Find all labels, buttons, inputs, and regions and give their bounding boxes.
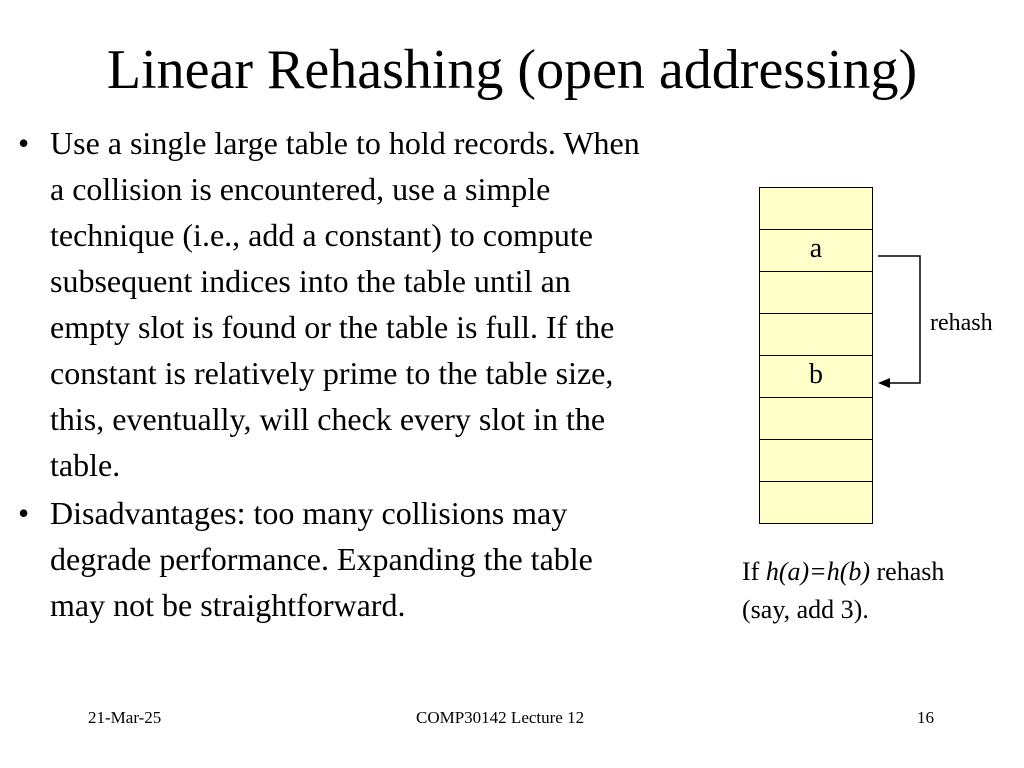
table-slot xyxy=(760,188,872,230)
table-slot xyxy=(760,482,872,524)
bullet-item xyxy=(18,490,648,628)
caption-prefix: If xyxy=(742,557,766,586)
bullet-text: Disadvantages: too many collisions may degrade performance. Expanding the table may not be straightforward. xyxy=(50,495,593,623)
bullet-marker: • xyxy=(18,495,30,531)
table-slot xyxy=(760,440,872,482)
bullet-list xyxy=(18,120,648,630)
diagram-caption xyxy=(742,553,1022,629)
bullet-marker: • xyxy=(18,125,30,161)
table-slot: a xyxy=(760,230,872,272)
footer-date: 21-Mar-25 xyxy=(88,708,162,727)
hash-table xyxy=(759,187,873,524)
bullet-item xyxy=(18,120,648,488)
table-slot xyxy=(760,272,872,314)
rehash-label: rehash xyxy=(930,310,993,336)
caption-suffix: rehash xyxy=(870,557,945,586)
table-slot: b xyxy=(760,356,872,398)
caption-line2: (say, add 3). xyxy=(742,595,869,624)
footer-page-number: 16 xyxy=(917,708,934,727)
table-slot xyxy=(760,314,872,356)
footer-course: COMP30142 Lecture 12 xyxy=(416,708,585,727)
caption-expression: h(a)=h(b) xyxy=(765,557,871,586)
slide-title: Linear Rehashing (open addressing) xyxy=(106,39,918,101)
table-slot xyxy=(760,398,872,440)
bullet-text: Use a single large table to hold records. When a collision is encountered, use a simple technique (i.e., add a constant) to compute subsequent indices into the table until an empty slot is found or the table is full. If the constant is relatively prime to the table size, this, eventually, will check every slot in the table. xyxy=(50,125,640,483)
